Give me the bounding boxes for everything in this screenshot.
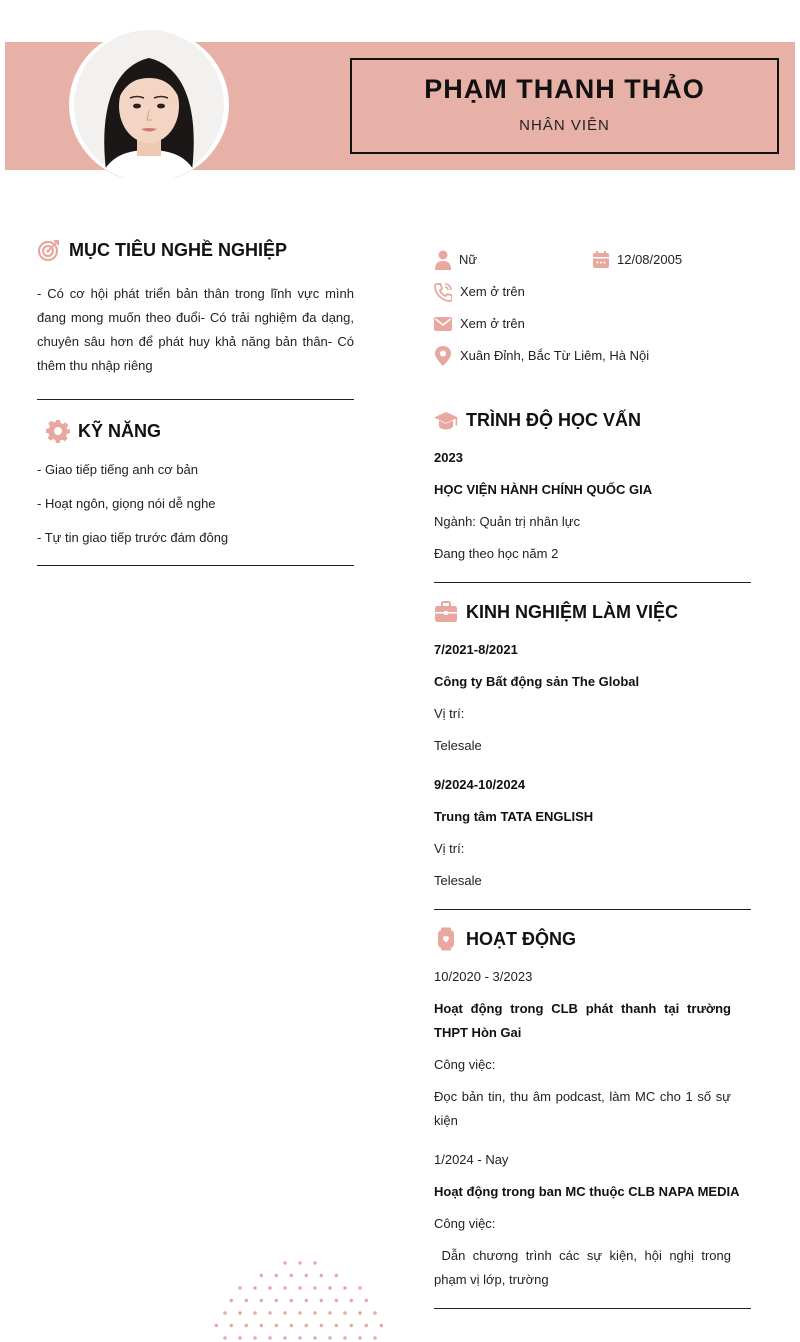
decorative-dot: [290, 1274, 293, 1277]
decorative-dot: [230, 1299, 233, 1302]
activities-heading: [434, 925, 751, 953]
name-box: [350, 58, 779, 154]
decorative-dot: [305, 1324, 308, 1327]
education-school: HỌC VIỆN HÀNH CHÍNH QUỐC GIA: [434, 482, 653, 497]
phone-icon: [434, 282, 452, 302]
education-title: TRÌNH ĐỘ HỌC VẤN: [466, 409, 641, 430]
decorative-dot: [350, 1299, 353, 1302]
decorative-dot: [380, 1324, 383, 1327]
education-heading: [434, 406, 751, 434]
experience-item: [434, 641, 751, 755]
decorative-dot: [343, 1286, 346, 1289]
avatar: [69, 28, 229, 182]
contact-row: [434, 344, 751, 376]
address-value: Xuân Đỉnh, Bắc Từ Liêm, Hà Nội: [460, 348, 650, 363]
decorative-dot: [283, 1311, 286, 1314]
decorative-dot: [230, 1324, 233, 1327]
decorative-dot: [298, 1311, 301, 1314]
skills-title: KỸ NĂNG: [78, 420, 162, 441]
decorative-dot: [275, 1324, 278, 1327]
decorative-dot: [283, 1286, 286, 1289]
decorative-dot: [268, 1336, 271, 1339]
decorative-dot: [365, 1299, 368, 1302]
decorative-dot: [223, 1311, 226, 1314]
experience-position: Telesale: [434, 873, 482, 888]
location-pin-icon: [434, 346, 452, 366]
phone-value: Xem ở trên: [460, 284, 525, 299]
experience-company: Công ty Bất động sản The Global: [434, 674, 640, 689]
decorative-dot: [350, 1324, 353, 1327]
activity-item: [434, 1151, 751, 1292]
birthday-value: 12/08/2005: [617, 252, 683, 267]
decorative-dot-pattern: [205, 1255, 395, 1342]
decorative-dot: [283, 1336, 286, 1339]
experience-company: Trung tâm TATA ENGLISH: [434, 809, 594, 824]
left-column: [37, 236, 354, 566]
decorative-dot: [275, 1299, 278, 1302]
gender-value: Nữ: [459, 252, 478, 267]
decorative-dot: [358, 1336, 361, 1339]
decorative-dot: [328, 1336, 331, 1339]
skill-item: - Tự tin giao tiếp trước đám đông: [37, 530, 229, 545]
decorative-dot: [268, 1311, 271, 1314]
skills-heading: [37, 417, 354, 445]
target-icon: [37, 238, 61, 262]
decorative-dot: [245, 1299, 248, 1302]
decorative-dot: [365, 1324, 368, 1327]
decorative-dot: [358, 1286, 361, 1289]
person-icon: [434, 250, 452, 270]
decorative-dot: [343, 1336, 346, 1339]
mail-icon: [434, 314, 452, 334]
decorative-dot: [335, 1274, 338, 1277]
decorative-dot: [238, 1311, 241, 1314]
decorative-dot: [290, 1324, 293, 1327]
decorative-dot: [253, 1286, 256, 1289]
decorative-dot: [335, 1324, 338, 1327]
decorative-dot: [298, 1286, 301, 1289]
activity-period: 10/2020 - 3/2023: [434, 969, 533, 984]
objective-heading: [37, 236, 354, 264]
decorative-dot: [313, 1336, 316, 1339]
decorative-dot: [245, 1324, 248, 1327]
experience-position: Telesale: [434, 738, 482, 753]
activity-period: 1/2024 - Nay: [434, 1152, 509, 1167]
experience-period: 7/2021-8/2021: [434, 642, 518, 657]
decorative-dot: [260, 1324, 263, 1327]
skill-item: - Hoạt ngôn, giọng nói dễ nghe: [37, 496, 216, 511]
divider: [434, 909, 751, 910]
divider: [434, 582, 751, 583]
decorative-dot: [373, 1311, 376, 1314]
job-title: NHÂN VIÊN: [519, 117, 610, 134]
divider: [37, 399, 354, 400]
decorative-dot: [290, 1299, 293, 1302]
contact-row: [434, 248, 751, 280]
badge-icon: [434, 927, 458, 951]
activities-title: HOẠT ĐỘNG: [466, 928, 576, 949]
experience-period: 9/2024-10/2024: [434, 777, 526, 792]
activity-task: Dẫn chương trình các sự kiện, hội nghị trong phạm vị lớp, trường: [434, 1248, 735, 1287]
decorative-dot: [373, 1336, 376, 1339]
objective-text: - Có cơ hội phát triển bản thân trong lĩnh vực mình đang mong muốn theo đuổi- Có trải nghiệm đa dạng, chuyên sâu hơn để phát huy khả năng bản thân- Có thêm thu nhập riêng: [37, 286, 354, 373]
decorative-dot: [335, 1299, 338, 1302]
decorative-dot: [298, 1261, 301, 1264]
experience-title: KINH NGHIỆM LÀM VIỆC: [466, 601, 679, 622]
decorative-dot: [328, 1286, 331, 1289]
decorative-dot: [283, 1261, 286, 1264]
decorative-dot: [260, 1274, 263, 1277]
briefcase-icon: [434, 600, 458, 624]
objective-title: MỤC TIÊU NGHỀ NGHIỆP: [69, 239, 288, 260]
gear-icon: [46, 419, 70, 443]
full-name: PHẠM THANH THẢO: [424, 74, 705, 104]
right-column: [434, 248, 751, 1309]
decorative-dot: [238, 1336, 241, 1339]
activity-org: Hoạt động trong ban MC thuộc CLB NAPA MEDIA: [434, 1184, 740, 1199]
decorative-dot: [223, 1336, 226, 1339]
decorative-dot: [298, 1336, 301, 1339]
decorative-dot: [238, 1286, 241, 1289]
calendar-icon: [592, 250, 610, 270]
experience-item: [434, 776, 751, 890]
decorative-dot: [268, 1286, 271, 1289]
decorative-dot: [320, 1274, 323, 1277]
experience-position-label: Vị trí:: [434, 841, 465, 856]
graduation-cap-icon: [434, 408, 458, 432]
education-major: Ngành: Quản trị nhân lực: [434, 514, 581, 529]
activity-org: Hoạt động trong CLB phát thanh tại trường THPT Hòn Gai: [434, 1001, 731, 1040]
contact-row: [434, 312, 751, 344]
decorative-dot: [343, 1311, 346, 1314]
email-value: Xem ở trên: [460, 316, 525, 331]
decorative-dot: [305, 1274, 308, 1277]
decorative-dot: [313, 1311, 316, 1314]
decorative-dot: [253, 1336, 256, 1339]
decorative-dot: [305, 1299, 308, 1302]
contact-row: [434, 280, 751, 312]
decorative-dot: [320, 1299, 323, 1302]
education-year: 2023: [434, 450, 463, 465]
skill-item: - Giao tiếp tiếng anh cơ bản: [37, 462, 199, 477]
activity-task: Đọc bản tin, thu âm podcast, làm MC cho 1 số sự kiện: [434, 1089, 731, 1128]
experience-position-label: Vị trí:: [434, 706, 465, 721]
activity-task-label: Công việc:: [434, 1216, 496, 1231]
decorative-dot: [313, 1286, 316, 1289]
divider: [434, 1308, 751, 1309]
activity-task-label: Công việc:: [434, 1057, 496, 1072]
decorative-dot: [253, 1311, 256, 1314]
education-status: Đang theo học năm 2: [434, 546, 559, 561]
activity-item: [434, 968, 751, 1133]
decorative-dot: [313, 1261, 316, 1264]
decorative-dot: [215, 1324, 218, 1327]
decorative-dot: [275, 1274, 278, 1277]
decorative-dot: [328, 1311, 331, 1314]
divider: [37, 565, 354, 566]
decorative-dot: [358, 1311, 361, 1314]
experience-heading: [434, 598, 751, 626]
decorative-dot: [320, 1324, 323, 1327]
decorative-dot: [260, 1299, 263, 1302]
